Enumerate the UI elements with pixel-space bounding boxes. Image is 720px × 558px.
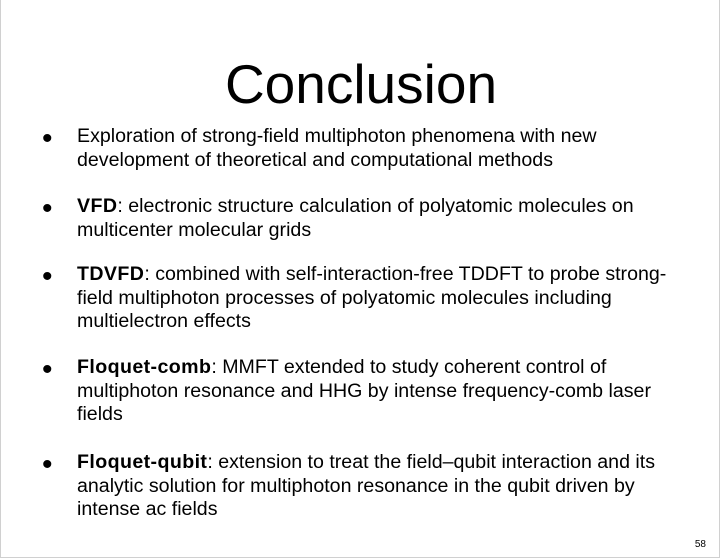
bullet-text (77, 125, 689, 172)
bullet-body: : MMFT extended to study coherent control of multiphoton resonance and HHG by intense frequency-comb laser fields (77, 356, 651, 425)
bullet-body: : combined with self-interaction-free TDDFT to probe strong-field multiphoton processes of polyatomic molecules including multielectron effects (77, 263, 667, 332)
bullet-text (77, 451, 689, 522)
bullet-text (77, 356, 689, 427)
bullet-dot: • (42, 260, 53, 293)
slide-title: Conclusion (224, 53, 498, 115)
bullet-text (77, 195, 689, 242)
bullet-term: Floquet-qubit (77, 451, 208, 473)
bullet-body: : extension to treat the field–qubit interaction and its analytic solution for multiphoton resonance in the qubit driven by intense ac fields (77, 451, 656, 520)
bullet-term: TDVFD (77, 263, 145, 285)
bullet-body: : electronic structure calculation of polyatomic molecules on multicenter molecular grids (77, 195, 634, 241)
bullet-text (77, 263, 689, 334)
bullet-body: Exploration of strong-field multiphoton phenomena with new development of theoretical and computational methods (77, 125, 597, 171)
bullet-dot: • (42, 192, 53, 225)
page-number: 58 (694, 539, 706, 550)
bullet-dot: • (42, 122, 53, 155)
bullet-dot: • (42, 353, 53, 386)
bullet-dot: • (42, 448, 53, 481)
bullet-term: Floquet-comb (77, 356, 212, 378)
bullet-term: VFD (77, 195, 118, 217)
